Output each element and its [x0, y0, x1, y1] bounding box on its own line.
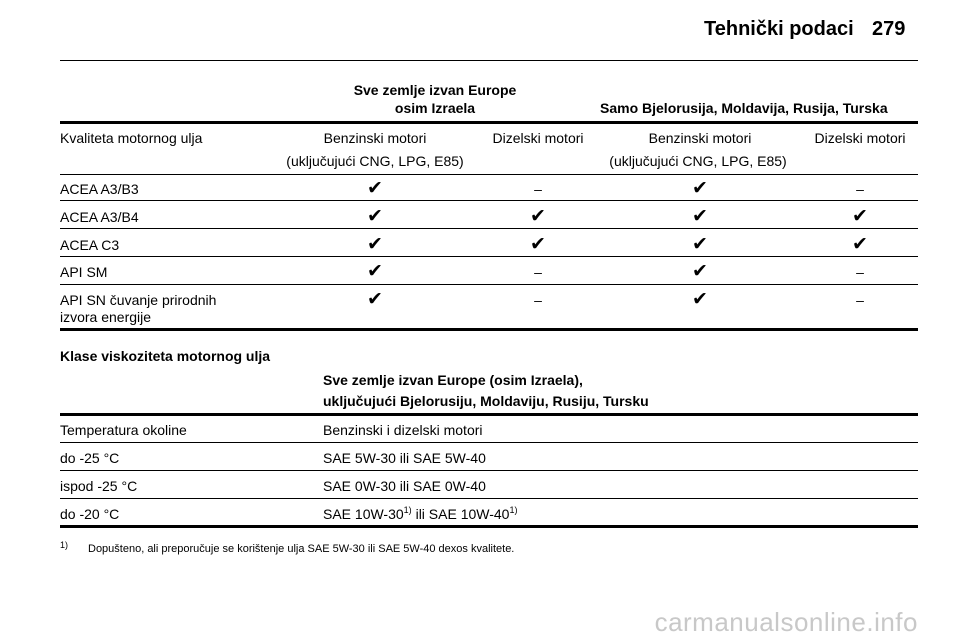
oil-row-label: ACEA A3/B3: [60, 181, 139, 197]
col-note-petrol-2: (uključujući CNG, LPG, E85): [609, 153, 787, 169]
dash-mark: –: [534, 264, 542, 280]
check-icon: ✔: [367, 261, 383, 282]
viscosity-row-temp: ispod -25 °C: [60, 478, 138, 494]
check-icon: ✔: [692, 178, 708, 199]
page-number: 279: [872, 18, 906, 40]
check-icon: ✔: [692, 234, 708, 255]
table1-bottom-rule: [60, 328, 918, 331]
table2-row-rule: [60, 498, 918, 499]
viscosity-group-line1: Sve zemlje izvan Europe (osim Izraela),: [323, 372, 583, 388]
check-icon: ✔: [367, 234, 383, 255]
footnote-text: Dopušteno, ali preporučuje se korištenje ulja SAE 5W-30 ili SAE 5W-40 dexos kvalitete.: [88, 543, 515, 555]
group-header-2: Samo Bjelorusija, Moldavija, Rusija, Turska: [600, 100, 888, 116]
oil-row-label: ACEA A3/B4: [60, 209, 139, 225]
footnote-mark: 1): [60, 540, 69, 550]
oil-row-rule: [60, 284, 918, 285]
group-header-1-line2: osim Izraela: [394, 100, 476, 116]
grade-mid: ili SAE 10W-40: [411, 506, 510, 522]
table2-header-rule: [60, 442, 918, 443]
viscosity-col-header-engines: Benzinski i dizelski motori: [323, 422, 483, 438]
check-icon: ✔: [852, 234, 868, 255]
oil-row-rule: [60, 256, 918, 257]
check-icon: ✔: [530, 206, 546, 227]
table2-row-rule: [60, 470, 918, 471]
col-note-petrol-1: (uključujući CNG, LPG, E85): [286, 153, 464, 169]
oil-row-rule: [60, 228, 918, 229]
check-icon: ✔: [692, 206, 708, 227]
viscosity-row-temp: do -20 °C: [60, 506, 120, 522]
dash-mark: –: [856, 264, 864, 280]
dash-mark: –: [856, 181, 864, 197]
check-icon: ✔: [367, 178, 383, 199]
dash-mark: –: [534, 292, 542, 308]
check-icon: ✔: [692, 289, 708, 310]
viscosity-row-grade: SAE 0W-30 ili SAE 0W-40: [323, 478, 486, 494]
dash-mark: –: [534, 181, 542, 197]
viscosity-row-grade: SAE 5W-30 ili SAE 5W-40: [323, 450, 486, 466]
viscosity-col-header-temp: Temperatura okoline: [60, 422, 187, 438]
viscosity-row-grade: [323, 506, 517, 522]
page-title: Tehnički podaci: [704, 18, 854, 40]
col-header-diesel-1: Dizelski motori: [492, 130, 584, 146]
col-header-petrol-1: Benzinski motori: [323, 130, 427, 146]
footnote-ref: 1): [403, 505, 412, 515]
watermark: carmanualsonline.info: [654, 607, 918, 637]
check-icon: ✔: [367, 289, 383, 310]
check-icon: ✔: [852, 206, 868, 227]
row-header-label: Kvaliteta motornog ulja: [60, 130, 203, 146]
header-rule: [60, 60, 918, 61]
group-header-1-line1: Sve zemlje izvan Europe: [353, 82, 517, 98]
table1-header-rule: [60, 174, 918, 175]
viscosity-row-temp: do -25 °C: [60, 450, 120, 466]
table2-bottom-rule: [60, 525, 918, 528]
dash-mark: –: [856, 292, 864, 308]
viscosity-title: Klase viskoziteta motornog ulja: [60, 348, 271, 364]
table1-top-rule: [60, 121, 918, 124]
check-icon: ✔: [530, 234, 546, 255]
oil-row-rule: [60, 200, 918, 201]
col-header-diesel-2: Dizelski motori: [814, 130, 906, 146]
check-icon: ✔: [367, 206, 383, 227]
viscosity-group-line2: uključujući Bjelorusiju, Moldaviju, Rusiju, Tursku: [323, 393, 649, 409]
table2-top-rule: [60, 413, 918, 416]
oil-row-label: ACEA C3: [60, 237, 120, 253]
check-icon: ✔: [692, 261, 708, 282]
oil-row-label: API SN čuvanje prirodnih: [60, 292, 217, 308]
col-header-petrol-2: Benzinski motori: [648, 130, 752, 146]
footnote-ref: 1): [509, 505, 518, 515]
oil-row-label: izvora energije: [60, 309, 152, 325]
oil-row-label: API SM: [60, 264, 108, 280]
grade-a: SAE 10W-30: [323, 506, 404, 522]
